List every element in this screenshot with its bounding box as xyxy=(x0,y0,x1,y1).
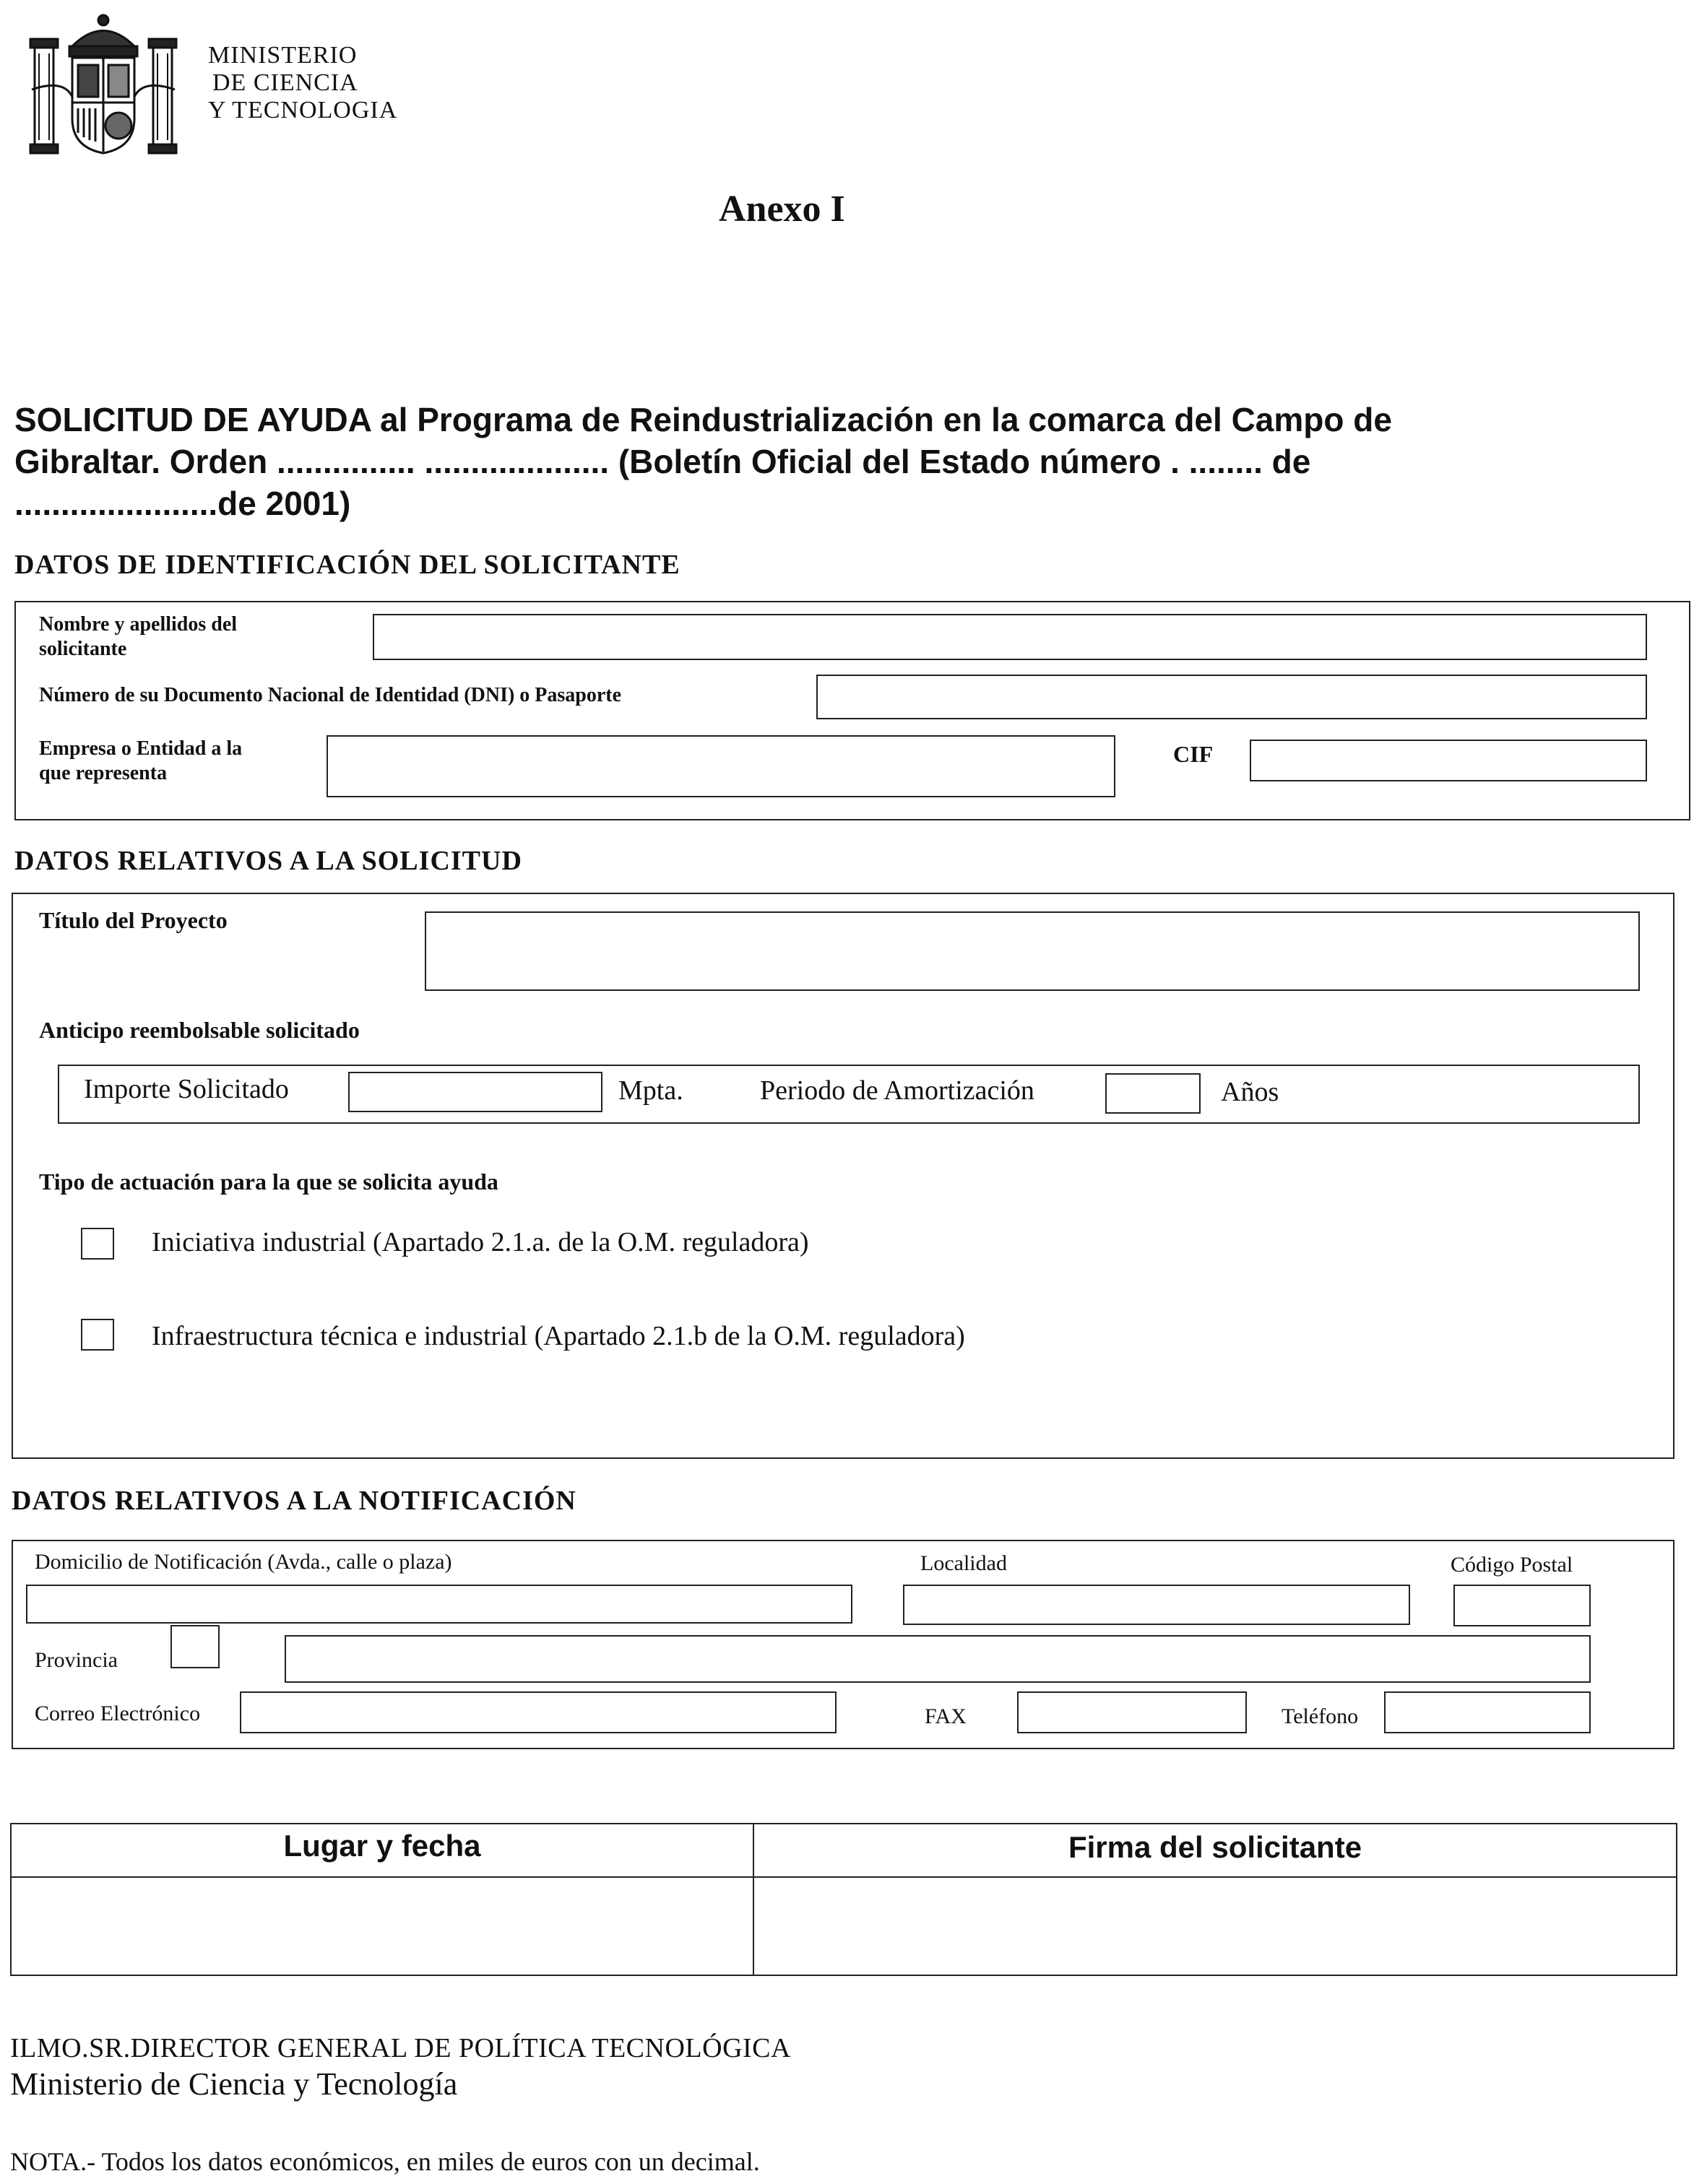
name-label-line: Nombre y apellidos del xyxy=(39,613,238,636)
company-label xyxy=(39,737,242,786)
ministry-name xyxy=(208,42,397,124)
company-label-line: Empresa o Entidad a la xyxy=(39,737,243,760)
annex-title: Anexo I xyxy=(719,188,845,230)
applicant-section-title: DATOS DE IDENTIFICACIÓN DEL SOLICITANTE xyxy=(14,550,680,580)
project-title-label: Título del Proyecto xyxy=(39,907,228,933)
signature-table xyxy=(10,1823,1677,1976)
title-line: Gibraltar. Orden ............... .................... (Boletín Oficial del Estado número . ........ de xyxy=(14,443,1311,480)
note-text: NOTA.- Todos los datos económicos, en miles de euros con un decimal. xyxy=(10,2147,760,2176)
period-label: Periodo de Amortización xyxy=(760,1075,1034,1106)
title-line: SOLICITUD DE AYUDA al Programa de Reindustrialización en la comarca del Campo de xyxy=(14,401,1392,438)
cif-label: CIF xyxy=(1173,741,1214,767)
company-input[interactable] xyxy=(327,735,1115,797)
address-input[interactable] xyxy=(26,1585,852,1624)
option-1-label: Iniciativa industrial (Apartado 2.1.a. de la O.M. reguladora) xyxy=(152,1227,809,1257)
option-2-checkbox[interactable] xyxy=(81,1319,114,1351)
advance-label: Anticipo reembolsable solicitado xyxy=(39,1017,360,1043)
amount-input[interactable] xyxy=(348,1072,602,1112)
phone-input[interactable] xyxy=(1384,1691,1591,1733)
name-label-line: solicitante xyxy=(39,638,127,660)
signature-input[interactable] xyxy=(756,1879,1676,1975)
locality-input[interactable] xyxy=(903,1585,1410,1625)
province-input[interactable] xyxy=(285,1635,1591,1683)
period-input[interactable] xyxy=(1105,1073,1201,1114)
project-title-input[interactable] xyxy=(425,911,1640,991)
fax-label: FAX xyxy=(925,1704,967,1728)
table-divider xyxy=(12,1876,1676,1878)
ministry-line: DE CIENCIA xyxy=(212,69,358,96)
phone-label: Teléfono xyxy=(1282,1704,1359,1728)
notification-section xyxy=(12,1540,1674,1749)
period-unit: Años xyxy=(1221,1077,1279,1107)
email-input[interactable] xyxy=(240,1691,837,1733)
name-input[interactable] xyxy=(373,614,1647,660)
ministry-line: MINISTERIO xyxy=(208,42,358,69)
title-line: ......................de 2001) xyxy=(14,485,351,522)
dni-label: Número de su Documento Nacional de Identidad (DNI) o Pasaporte xyxy=(39,684,622,706)
place-date-header: Lugar y fecha xyxy=(283,1829,481,1863)
province-code-input[interactable] xyxy=(170,1625,220,1668)
amount-unit: Mpta. xyxy=(618,1075,683,1106)
advance-row xyxy=(58,1065,1640,1124)
action-type-label: Tipo de actuación para la que se solicita ayuda xyxy=(39,1169,498,1195)
province-label: Provincia xyxy=(35,1648,118,1672)
cif-input[interactable] xyxy=(1250,740,1647,781)
postal-code-input[interactable] xyxy=(1453,1585,1591,1626)
request-section-title: DATOS RELATIVOS A LA SOLICITUD xyxy=(14,846,522,876)
addressee-ministry: Ministerio de Ciencia y Tecnología xyxy=(10,2066,458,2102)
email-label: Correo Electrónico xyxy=(35,1702,201,1725)
locality-label: Localidad xyxy=(920,1551,1007,1575)
name-label xyxy=(39,612,237,662)
request-section xyxy=(12,893,1674,1459)
ministry-line: Y TECNOLOGIA xyxy=(208,97,398,124)
option-2-label: Infraestructura técnica e industrial (Apartado 2.1.b de la O.M. reguladora) xyxy=(152,1321,965,1351)
amount-label: Importe Solicitado xyxy=(84,1074,289,1104)
applicant-section xyxy=(14,601,1690,820)
option-1-checkbox[interactable] xyxy=(81,1228,114,1260)
addressee: ILMO.SR.DIRECTOR GENERAL DE POLÍTICA TECNOLÓGICA xyxy=(10,2033,791,2063)
place-date-input[interactable] xyxy=(13,1879,751,1975)
fax-input[interactable] xyxy=(1017,1691,1247,1733)
coat-of-arms-icon xyxy=(20,10,186,162)
page-title xyxy=(14,399,1676,524)
address-label: Domicilio de Notificación (Avda., calle o plaza) xyxy=(35,1550,452,1574)
signature-header: Firma del solicitante xyxy=(1068,1830,1362,1864)
company-label-line: que representa xyxy=(39,762,168,784)
notification-section-title: DATOS RELATIVOS A LA NOTIFICACIÓN xyxy=(12,1486,576,1516)
postal-code-label: Código Postal xyxy=(1451,1553,1573,1577)
dni-input[interactable] xyxy=(816,675,1647,719)
